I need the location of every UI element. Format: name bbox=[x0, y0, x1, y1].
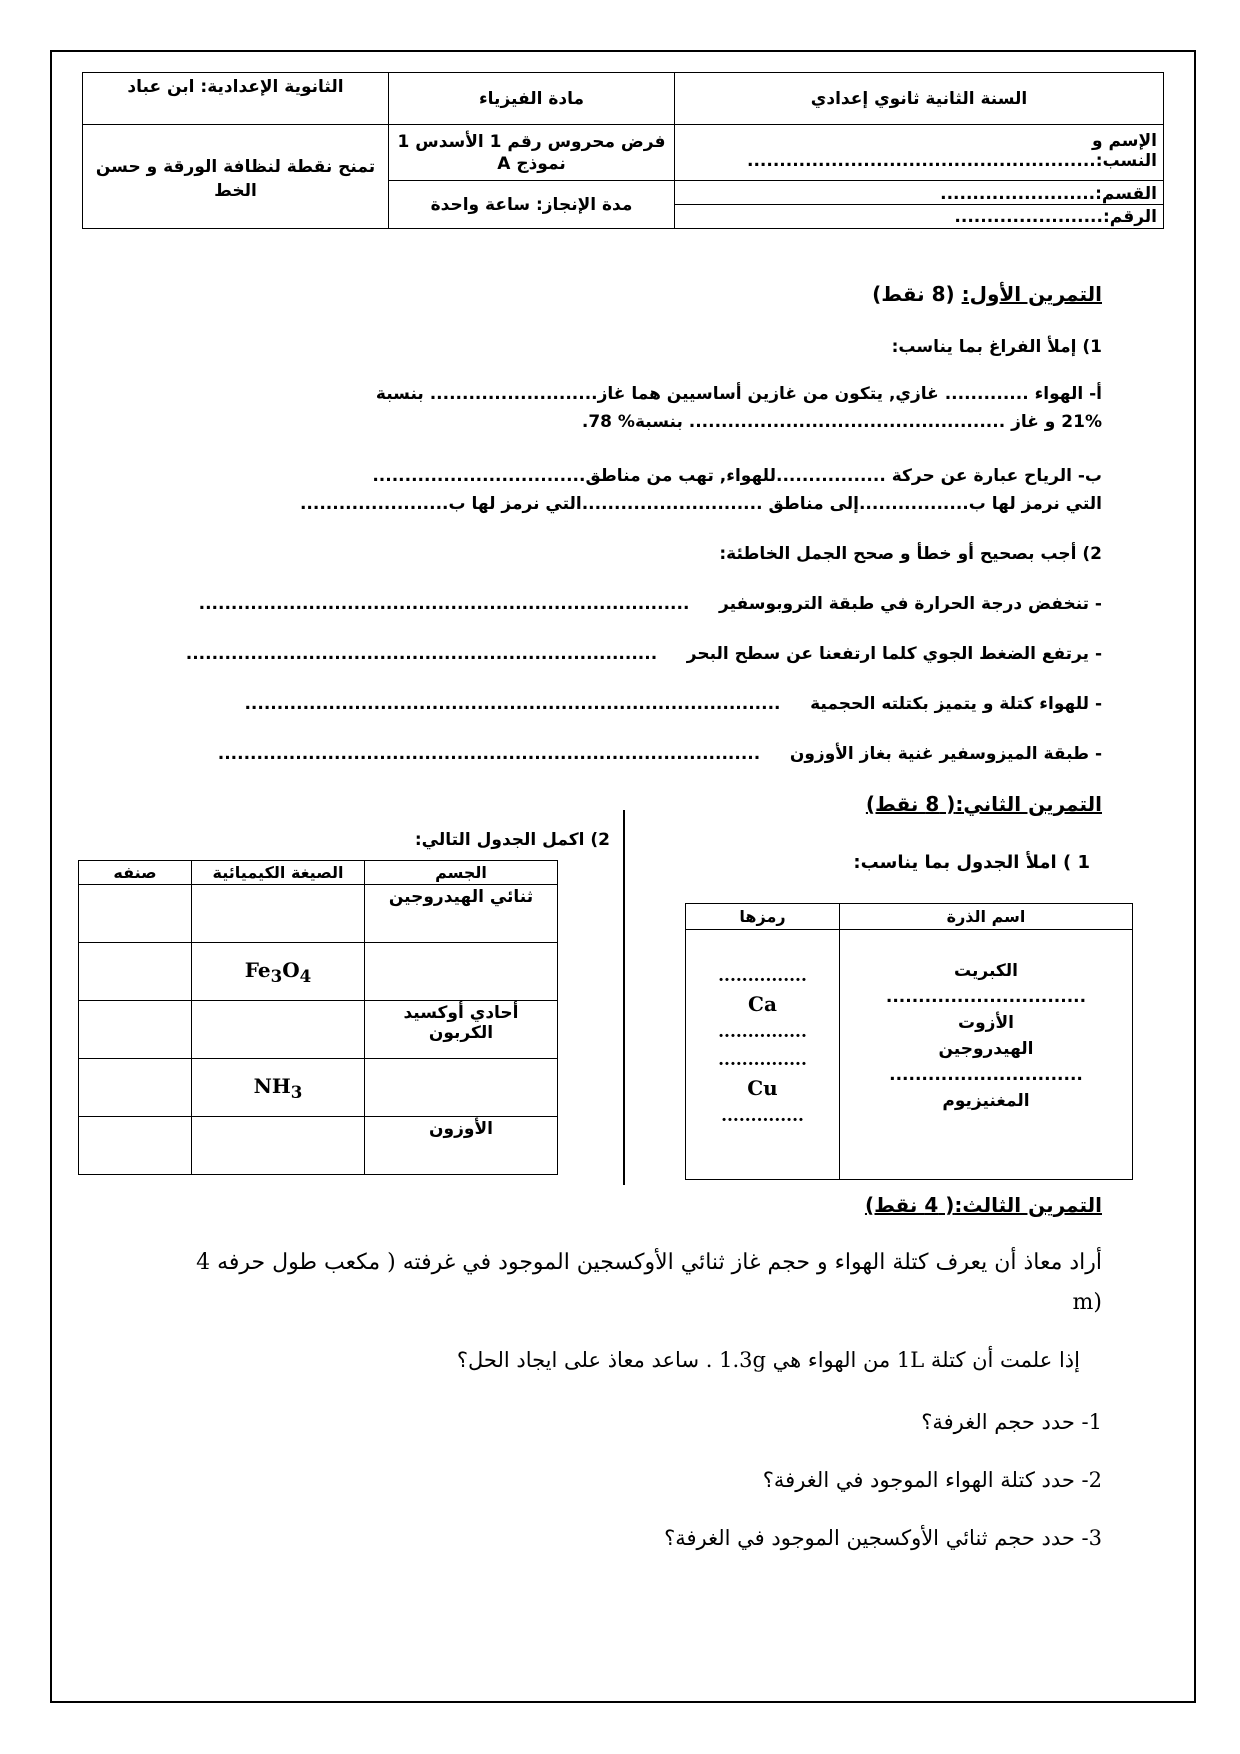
col-body: الجسم bbox=[365, 861, 558, 885]
type-cell[interactable] bbox=[79, 1117, 192, 1175]
statement-1 bbox=[199, 594, 1102, 614]
ex3-points: ( 4 نقط) bbox=[864, 1193, 955, 1217]
atom-symbol-blank[interactable]: .............. bbox=[721, 1106, 804, 1126]
atom-name: الأزوت bbox=[958, 1013, 1014, 1033]
duration-text: مدة الإنجاز: ساعة واحدة bbox=[430, 194, 633, 215]
bonus-cell bbox=[83, 125, 389, 229]
ex1-b-line1: ب- الرياح عبارة عن حركة .................للهواء, تهب من مناطق................................. bbox=[372, 466, 1102, 486]
atom-symbol: Ca bbox=[748, 992, 777, 1016]
statement-4 bbox=[218, 744, 1102, 764]
ex2-title: التمرين الثاني: bbox=[955, 792, 1102, 816]
answer-dots[interactable]: ................................................................................... bbox=[244, 694, 781, 714]
name-cell bbox=[675, 125, 1164, 181]
exam-model: نموذج A bbox=[497, 153, 566, 174]
formula-cell bbox=[192, 1059, 365, 1117]
col-formula: الصيغة الكيميائية bbox=[192, 861, 365, 885]
atom-name: الهيدروجين bbox=[938, 1039, 1034, 1059]
ex2-heading bbox=[866, 792, 1102, 816]
exam-title: فرض محروس رقم 1 الأسدس 1 bbox=[397, 131, 666, 152]
column-divider bbox=[623, 810, 625, 1185]
number-field[interactable]: الرقم:....................... bbox=[954, 206, 1157, 227]
table-row bbox=[79, 1117, 558, 1175]
type-cell[interactable] bbox=[79, 885, 192, 943]
level-text: السنة الثانية ثانوي إعدادي bbox=[810, 88, 1028, 109]
ex1-points: (8 نقط) bbox=[872, 282, 955, 306]
ex3-given: إذا علمت أن كتلة 1L من الهواء هي 1.3g . ساعد معاذ على ايجاد الحل؟ bbox=[456, 1348, 1080, 1372]
ex3-title: التمرين الثالث: bbox=[954, 1193, 1102, 1217]
school-cell bbox=[83, 73, 389, 125]
body-cell: الأوزون bbox=[365, 1117, 558, 1175]
statement-3 bbox=[244, 694, 1102, 714]
col-atom-symbol: رمزها bbox=[686, 904, 840, 930]
name-field[interactable]: الإسم و النسب:...................................................... bbox=[747, 131, 1157, 171]
formula-element: Fe bbox=[244, 957, 271, 982]
statement-2 bbox=[186, 644, 1102, 664]
ex3-question-2: 2- حدد كتلة الهواء الموجود في الغرفة؟ bbox=[762, 1468, 1102, 1492]
col-atom-name: اسم الذرة bbox=[840, 904, 1133, 930]
type-cell[interactable] bbox=[79, 1001, 192, 1059]
bodies-table bbox=[78, 860, 558, 1175]
ex3-heading bbox=[865, 1193, 1102, 1217]
ex3-question-3: 3- حدد حجم ثنائي الأوكسجين الموجود في الغرفة؟ bbox=[664, 1526, 1102, 1550]
statement-text: - يرتفع الضغط الجوي كلما ارتفعنا عن سطح البحر bbox=[686, 644, 1102, 664]
class-cell bbox=[675, 181, 1164, 205]
atom-name: المغنيزيوم bbox=[942, 1091, 1030, 1111]
answer-dots[interactable]: ......................................................................... bbox=[185, 644, 658, 664]
school-text: الثانوية الإعدادية: ابن عباد bbox=[127, 77, 344, 97]
atom-symbol-blank[interactable]: ............... bbox=[718, 1022, 807, 1042]
col-type: صنفه bbox=[79, 861, 192, 885]
formula-subscript: 4 bbox=[299, 965, 312, 986]
atoms-table bbox=[685, 903, 1133, 1180]
formula-cell[interactable] bbox=[192, 1117, 365, 1175]
formula-cell[interactable] bbox=[192, 885, 365, 943]
atom-symbol-blank[interactable]: ............... bbox=[718, 1050, 807, 1070]
bonus-note: تمنح نقطة لنظافة الورقة و حسن الخط bbox=[95, 157, 376, 201]
header-table bbox=[82, 72, 1164, 229]
formula-element: NH bbox=[253, 1073, 291, 1098]
body-cell: أحادي أوكسيد الكربون bbox=[365, 1001, 558, 1059]
ex1-q2: 2) أجب بصحيح أو خطأ و صحح الجمل الخاطئة: bbox=[719, 544, 1102, 564]
formula-cell bbox=[192, 943, 365, 1001]
atom-symbols-cell bbox=[686, 930, 840, 1180]
ex2-q2: 2) اكمل الجدول التالي: bbox=[414, 830, 610, 850]
ex3-question-1: 1- حدد حجم الغرفة؟ bbox=[921, 1410, 1102, 1434]
table-row bbox=[79, 885, 558, 943]
number-cell bbox=[675, 205, 1164, 229]
formula-cell[interactable] bbox=[192, 1001, 365, 1059]
ex1-title: التمرين الأول: bbox=[961, 282, 1102, 306]
body-cell[interactable] bbox=[365, 1059, 558, 1117]
answer-dots[interactable]: ............................................................................ bbox=[198, 594, 690, 614]
answer-dots[interactable]: .................................................................................... bbox=[217, 744, 761, 764]
level-cell bbox=[675, 73, 1164, 125]
duration-cell bbox=[389, 181, 675, 229]
statement-text: - تنخفض درجة الحرارة في طبقة التروبوسفير bbox=[719, 594, 1102, 614]
atom-symbol-blank[interactable]: ............... bbox=[718, 966, 807, 986]
body-cell: ثنائي الهيدروجين bbox=[365, 885, 558, 943]
subject-cell bbox=[389, 73, 675, 125]
formula-element: O bbox=[282, 957, 300, 982]
ex2-q1: 1 ) املأ الجدول بما يناسب: bbox=[853, 852, 1090, 873]
ex1-q1: 1) إملأ الفراغ بما يناسب: bbox=[891, 337, 1102, 357]
table-row bbox=[79, 1001, 558, 1059]
type-cell[interactable] bbox=[79, 1059, 192, 1117]
subject-text: مادة الفيزياء bbox=[478, 88, 584, 109]
atom-name-blank[interactable]: .............................. bbox=[889, 1065, 1083, 1085]
ex1-a-line1: أ- الهواء ............. غازي, يتكون من غازين أساسيين هما غاز.......................... بنسبة bbox=[375, 384, 1102, 404]
ex3-intro-line2: (m bbox=[1072, 1290, 1102, 1315]
atom-name-blank[interactable]: ............................... bbox=[885, 987, 1087, 1007]
exam-title-cell bbox=[389, 125, 675, 181]
ex1-heading bbox=[872, 282, 1102, 306]
statement-text: - للهواء كتلة و يتميز بكتلته الحجمية bbox=[810, 694, 1102, 714]
ex1-b-line2: التي نرمز لها ب.................إلى مناطق ............................التي نرمز لها ب....................... bbox=[299, 494, 1102, 514]
formula-subscript: 3 bbox=[290, 1081, 303, 1102]
ex3-intro-line1: أراد معاذ أن يعرف كتلة الهواء و حجم غاز ثنائي الأوكسجين الموجود في غرفته ( مكعب طول حرفه 4 bbox=[196, 1250, 1102, 1275]
ex2-points: ( 8 نقط) bbox=[865, 792, 956, 816]
type-cell[interactable] bbox=[79, 943, 192, 1001]
table-row bbox=[79, 943, 558, 1001]
atom-names-cell bbox=[840, 930, 1133, 1180]
table-row bbox=[79, 1059, 558, 1117]
formula-subscript: 3 bbox=[270, 965, 283, 986]
body-cell[interactable] bbox=[365, 943, 558, 1001]
statement-text: - طبقة الميزوسفير غنية بغاز الأوزون bbox=[789, 744, 1102, 764]
atom-name: الكبريت bbox=[954, 961, 1018, 981]
ex1-a-line2: 21% و غاز ................................................. بنسبة% 78. bbox=[581, 412, 1102, 432]
atom-symbol: Cu bbox=[747, 1076, 778, 1100]
class-field[interactable]: القسم:........................ bbox=[940, 183, 1157, 204]
